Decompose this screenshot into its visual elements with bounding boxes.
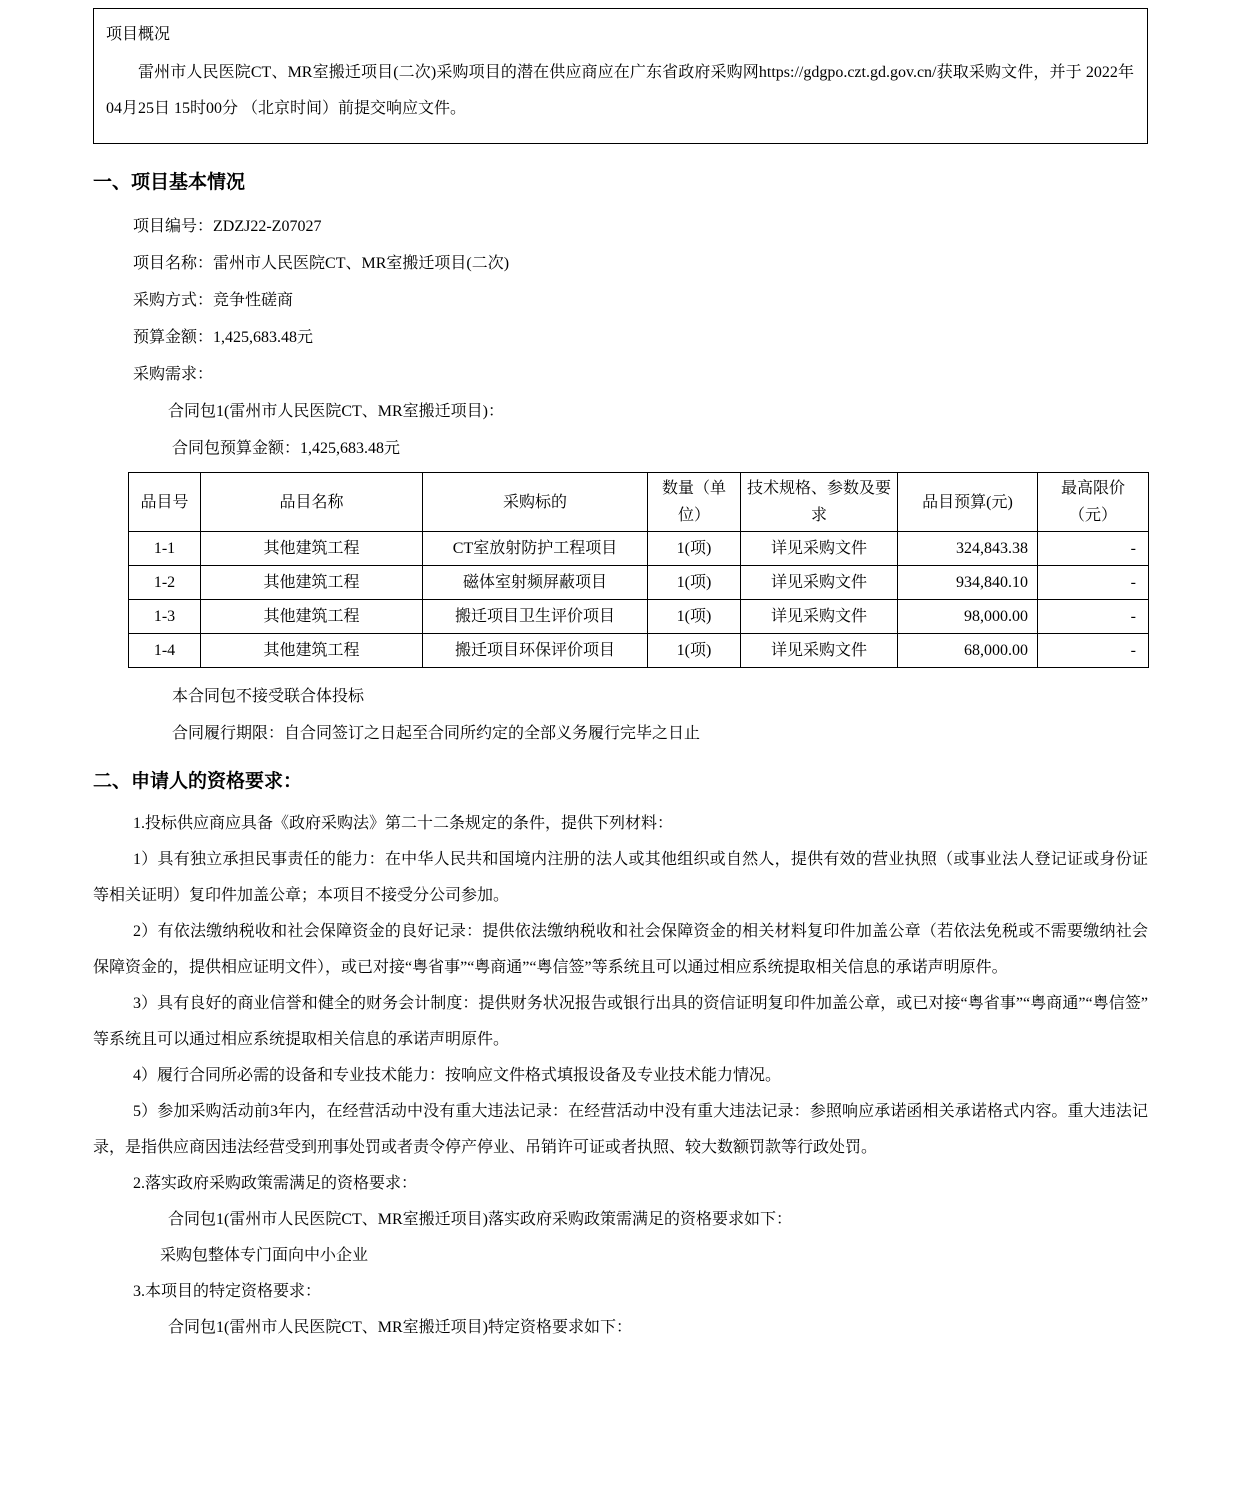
project-name-label: 项目名称： bbox=[133, 255, 214, 272]
cell-spec: 详见采购文件 bbox=[741, 600, 898, 634]
project-number-value: ZDZJ22-Z07027 bbox=[213, 218, 322, 235]
qualification-paragraph: 采购包整体专门面向中小企业 bbox=[160, 1247, 369, 1264]
cell-target: 搬迁项目卫生评价项目 bbox=[423, 600, 648, 634]
contract-pack-budget-value: 1,425,683.48元 bbox=[300, 440, 401, 457]
cell-target: 磁体室射频屏蔽项目 bbox=[423, 566, 648, 600]
procurement-method-label: 采购方式： bbox=[133, 292, 214, 309]
table-row bbox=[129, 532, 1149, 566]
no-consortium-note: 本合同包不接受联合体投标 bbox=[172, 688, 365, 705]
table-row bbox=[129, 600, 1149, 634]
budget-value: 1,425,683.48元 bbox=[213, 329, 314, 346]
cell-quantity: 1(项) bbox=[648, 634, 741, 668]
qualification-paragraph: 合同包1(雷州市人民医院CT、MR室搬迁项目)落实政府采购政策需满足的资格要求如下： bbox=[168, 1211, 793, 1228]
cell-price-cap: - bbox=[1038, 532, 1149, 566]
table-row bbox=[129, 634, 1149, 668]
cell-quantity: 1(项) bbox=[648, 532, 741, 566]
cell-quantity: 1(项) bbox=[648, 600, 741, 634]
header-item-name: 品目名称 bbox=[201, 473, 423, 532]
overview-body: 雷州市人民医院CT、MR室搬迁项目(二次)采购项目的潜在供应商应在广东省政府采购网https://gdgpo.czt.gd.gov.cn/获取采购文件，并于 2022年04月25日 15时00分 （北京时间）前提交响应文件。 bbox=[106, 64, 1134, 117]
procurement-method-line bbox=[93, 282, 1148, 319]
cell-item-no: 1-3 bbox=[129, 600, 201, 634]
demand-line bbox=[93, 356, 1148, 393]
cell-item-name: 其他建筑工程 bbox=[201, 634, 423, 668]
procurement-method-value: 竞争性磋商 bbox=[213, 292, 294, 309]
cell-item-name: 其他建筑工程 bbox=[201, 566, 423, 600]
header-quantity: 数量（单位） bbox=[648, 473, 741, 532]
cell-price-cap: - bbox=[1038, 600, 1149, 634]
contract-pack-budget-label: 合同包预算金额： bbox=[172, 440, 301, 457]
cell-budget: 68,000.00 bbox=[898, 634, 1038, 668]
qualification-paragraph: 2.落实政府采购政策需满足的资格要求： bbox=[133, 1175, 418, 1192]
project-number-line bbox=[93, 208, 1148, 245]
table-row bbox=[129, 566, 1149, 600]
table-header-row bbox=[129, 473, 1149, 532]
section2-heading: 二、申请人的资格要求： bbox=[93, 771, 303, 792]
cell-item-no: 1-2 bbox=[129, 566, 201, 600]
project-number-label: 项目编号： bbox=[133, 218, 214, 235]
section1-heading: 一、项目基本情况 bbox=[93, 172, 246, 193]
project-overview-box bbox=[93, 8, 1148, 144]
qualification-paragraph: 3.本项目的特定资格要求： bbox=[133, 1283, 322, 1300]
header-budget: 品目预算(元) bbox=[898, 473, 1038, 532]
demand-label: 采购需求： bbox=[133, 366, 214, 383]
project-name-value: 雷州市人民医院CT、MR室搬迁项目(二次) bbox=[213, 255, 510, 272]
header-price-cap: 最高限价（元） bbox=[1038, 473, 1149, 532]
cell-target: CT室放射防护工程项目 bbox=[423, 532, 648, 566]
qualification-paragraph: 4）履行合同所必需的设备和专业技术能力：按响应文件格式填报设备及专业技术能力情况。 bbox=[133, 1067, 782, 1084]
cell-spec: 详见采购文件 bbox=[741, 634, 898, 668]
cell-item-no: 1-1 bbox=[129, 532, 201, 566]
header-target: 采购标的 bbox=[423, 473, 648, 532]
qualification-paragraph: 合同包1(雷州市人民医院CT、MR室搬迁项目)特定资格要求如下： bbox=[168, 1319, 633, 1336]
cell-budget: 324,843.38 bbox=[898, 532, 1038, 566]
header-item-no: 品目号 bbox=[129, 473, 201, 532]
cell-price-cap: - bbox=[1038, 566, 1149, 600]
budget-label: 预算金额： bbox=[133, 329, 214, 346]
overview-title: 项目概况 bbox=[106, 26, 171, 43]
project-name-line bbox=[93, 245, 1148, 282]
cell-target: 搬迁项目环保评价项目 bbox=[423, 634, 648, 668]
cell-item-name: 其他建筑工程 bbox=[201, 532, 423, 566]
contract-period-note: 合同履行期限：自合同签订之日起至合同所约定的全部义务履行完毕之日止 bbox=[172, 725, 701, 742]
header-spec: 技术规格、参数及要求 bbox=[741, 473, 898, 532]
cell-price-cap: - bbox=[1038, 634, 1149, 668]
cell-item-name: 其他建筑工程 bbox=[201, 600, 423, 634]
cell-budget: 934,840.10 bbox=[898, 566, 1038, 600]
qualification-paragraph: 1）具有独立承担民事责任的能力：在中华人民共和国境内注册的法人或其他组织或自然人，提供有效的营业执照（或事业法人登记证或身份证等相关证明）复印件加盖公章；本项目不接受分公司参加。 bbox=[93, 851, 1148, 904]
qualification-paragraph: 5）参加采购活动前3年内，在经营活动中没有重大违法记录：在经营活动中没有重大违法记录：参照响应承诺函相关承诺格式内容。重大违法记录，是指供应商因违法经营受到刑事处罚或者责令停产停业、吊销许可证或者执照、较大数额罚款等行政处罚。 bbox=[93, 1103, 1148, 1156]
contract-pack-line: 合同包1(雷州市人民医院CT、MR室搬迁项目)： bbox=[168, 403, 505, 420]
cell-item-no: 1-4 bbox=[129, 634, 201, 668]
cell-spec: 详见采购文件 bbox=[741, 532, 898, 566]
items-table bbox=[128, 472, 1149, 668]
qualification-paragraph: 2）有依法缴纳税收和社会保障资金的良好记录：提供依法缴纳税收和社会保障资金的相关材料复印件加盖公章（若依法免税或不需要缴纳社会保障资金的，提供相应证明文件），或已对接“粤省事”“粤商通”“粤信签”等系统且可以通过相应系统提取相关信息的承诺声明原件。 bbox=[93, 923, 1148, 976]
contract-pack-budget-line bbox=[93, 430, 1148, 467]
qualification-paragraph: 1.投标供应商应具备《政府采购法》第二十二条规定的条件，提供下列材料： bbox=[133, 815, 674, 832]
cell-spec: 详见采购文件 bbox=[741, 566, 898, 600]
qualification-paragraph: 3）具有良好的商业信誉和健全的财务会计制度：提供财务状况报告或银行出具的资信证明复印件加盖公章，或已对接“粤省事”“粤商通”“粤信签”等系统且可以通过相应系统提取相关信息的承诺声明原件。 bbox=[93, 995, 1148, 1048]
budget-line bbox=[93, 319, 1148, 356]
cell-budget: 98,000.00 bbox=[898, 600, 1038, 634]
cell-quantity: 1(项) bbox=[648, 566, 741, 600]
